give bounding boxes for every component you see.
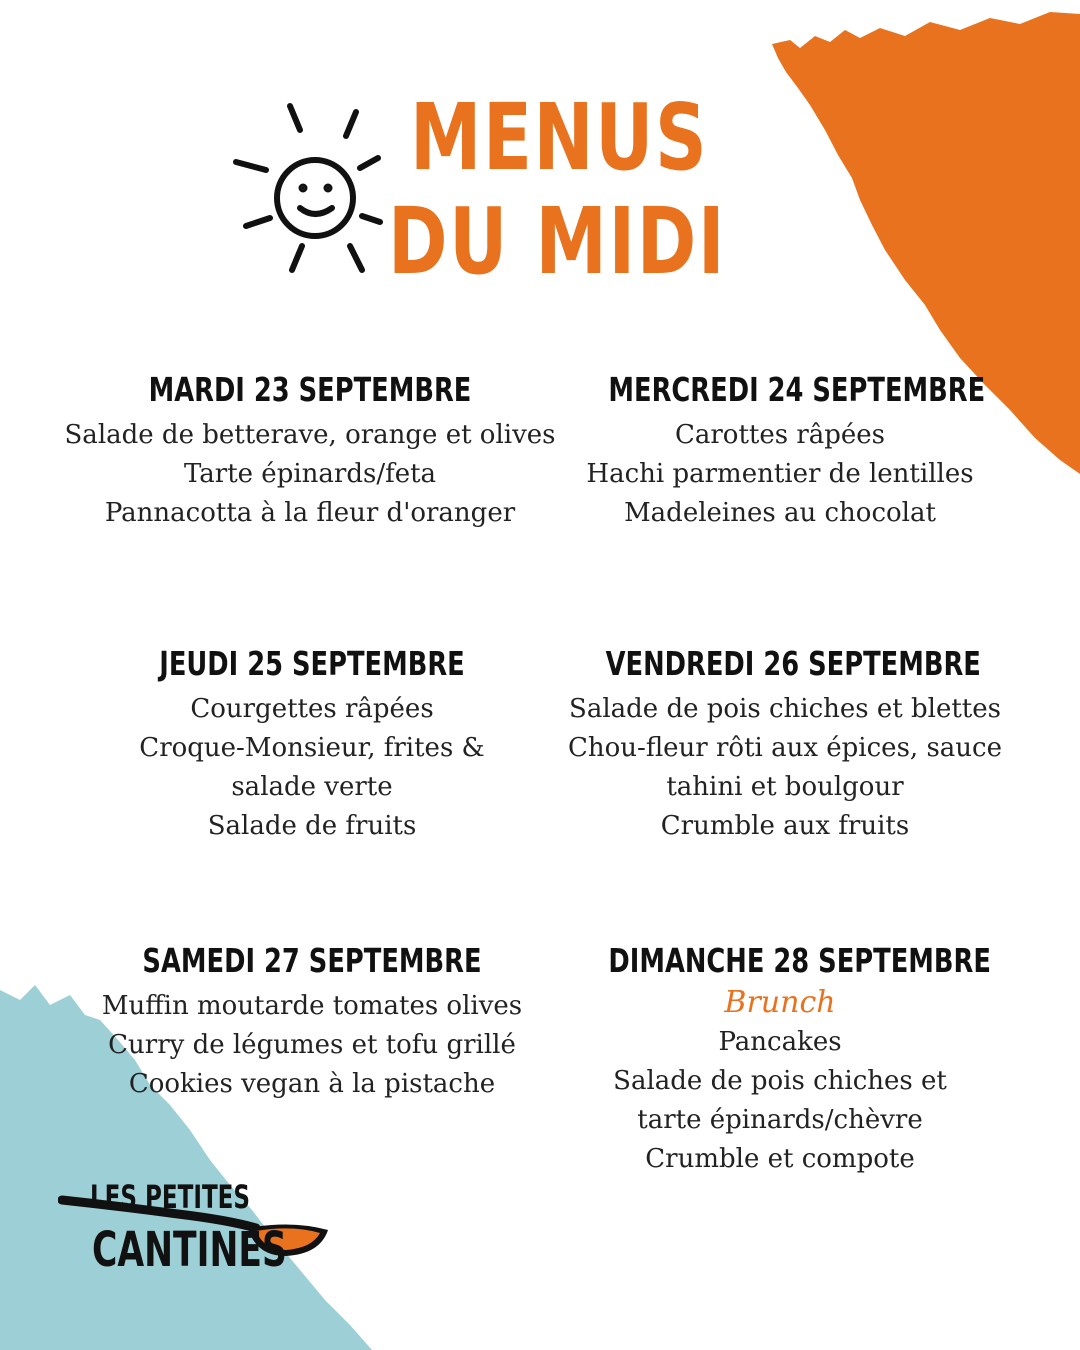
day-heading: SAMEDI 27 SEPTEMBRE [142, 941, 482, 980]
menu-item: Curry de légumes et tofu grillé [108, 1030, 516, 1060]
day-card-wednesday [560, 370, 1000, 533]
day-heading: DIMANCHE 28 SEPTEMBRE [608, 941, 991, 980]
menu-item: Chou-fleur rôti aux épices, sauce [568, 733, 1002, 763]
menu-item: Crumble et compote [645, 1144, 915, 1174]
menu-item: Croque-Monsieur, frites & [139, 733, 485, 763]
day-heading: MERCREDI 24 SEPTEMBRE [608, 370, 986, 409]
brunch-label: Brunch [724, 985, 836, 1020]
menu-item: Muffin moutarde tomates olives [101, 991, 523, 1021]
menu-item: Pannacotta à la fleur d'oranger [104, 498, 516, 528]
menu-item: Cookies vegan à la pistache [128, 1069, 496, 1099]
day-card-saturday [82, 941, 542, 1104]
menu-item: Hachi parmentier de lentilles [586, 459, 974, 489]
menu-item-list [92, 690, 532, 846]
menu-item: Salade de betterave, orange et olives [64, 420, 556, 450]
menu-item: Carottes râpées [674, 420, 886, 450]
day-heading: VENDREDI 26 SEPTEMBRE [605, 644, 981, 683]
menu-item: Salade de pois chiches et blettes [569, 694, 1001, 724]
day-card-thursday [92, 644, 532, 846]
menu-item-list [560, 1023, 1000, 1179]
logo-line-1: LES PETITES [90, 1178, 250, 1216]
menu-item-list [560, 416, 1000, 533]
menu-item: Pancakes [718, 1027, 842, 1057]
day-card-sunday [560, 941, 1000, 1179]
title-line-2: DU MIDI [388, 188, 727, 295]
menu-item-list [555, 690, 1015, 846]
page-title [388, 84, 821, 295]
menu-item: salade verte [231, 772, 393, 802]
menu-item: Courgettes râpées [190, 694, 434, 724]
menu-item: Salade de pois chiches et [613, 1066, 947, 1096]
day-card-friday [555, 644, 1015, 846]
menu-item-list [60, 416, 560, 533]
smiling-sun-icon [228, 96, 388, 276]
menu-item: Salade de fruits [207, 811, 417, 841]
menu-item: Crumble aux fruits [660, 811, 910, 841]
logo-line-2: CANTINES [92, 1222, 287, 1278]
day-card-tuesday [60, 370, 560, 533]
title-line-1: MENUS [410, 84, 709, 191]
menu-item-list [82, 987, 542, 1104]
day-heading: JEUDI 25 SEPTEMBRE [159, 644, 465, 683]
menu-item: tarte épinards/chèvre [637, 1105, 923, 1135]
menu-item: tahini et boulgour [666, 772, 904, 802]
day-heading: MARDI 23 SEPTEMBRE [148, 370, 472, 409]
les-petites-cantines-logo [58, 1176, 348, 1286]
menu-item: Madeleines au chocolat [624, 498, 936, 528]
menu-item: Tarte épinards/feta [183, 459, 437, 489]
